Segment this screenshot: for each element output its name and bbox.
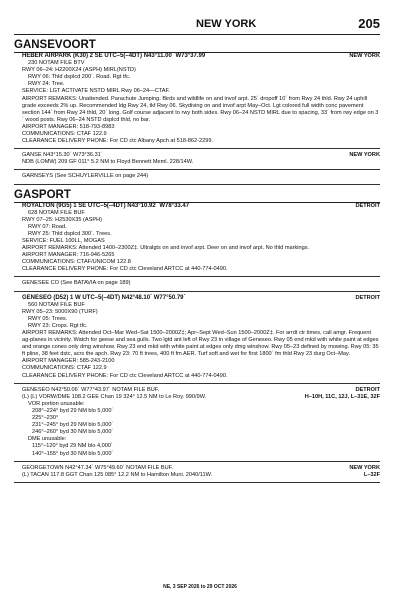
navaid-detail-line: NDB (LOMW) 209 GF 011° 5.2 NM to Floyd Bennett Meml. 228/14W. (22, 159, 194, 166)
restriction-heading: DME unusable: (28, 436, 67, 443)
divider (14, 184, 380, 185)
region-label (349, 465, 380, 479)
restriction-line: 140°–155° byd 30 NM blo 5,000´ (32, 450, 114, 457)
section-title-gansevoort: GANSEVOORT (14, 39, 96, 51)
chart-reference: L–32F (363, 471, 380, 478)
remarks-text: AIRPORT REMARKS: Attended Oct–Mar Wed–Sat 1500–2000Z‡; Apr–Sept Wed–Sun 1500–2000Z‡. For arrdt ctr times, call amgr. Frequent ag-planes in vicinity. Watch for geese and sea gulls. Two lgtd ant left of Rwy 23 in village of Geneseo. Rwy 05 end mkd with white paint at edges and orange cones only dmg winshow. Rwy 23 end mkd with white paint at edges only dmg winshow. Rwy 05–23 defined by mowing. Rwy 05: 35 ft pline, 38 feet dstc, acrs the apch. Rwy 23: 70 ft trees, 400 ft fm AER. Turf soft and wet for first 1800´ fm thld Rwy 23 durg Oct–May. (22, 330, 379, 358)
divider (14, 461, 380, 462)
airport-entry-geneseo (14, 295, 380, 380)
service-line: SERVICE: LGT ACTIVATE NSTD MIRL Rwy 06–24—CTAF. (22, 88, 170, 95)
region-label (305, 387, 380, 401)
navaid-detail-line: (L) (L) VORW/DME 108.2 GEE Chan 19 324° 12.5 NM to Le Roy. 990/9W. (22, 393, 207, 400)
region-label: NEW YORK (349, 152, 380, 159)
navaid-name-line: GANSE N43°15.30´ W73°36.31´ (22, 152, 103, 159)
runway-line: RWY 05–23: 5000X90 (TURF) (22, 308, 98, 315)
region-name: NEW YORK (349, 464, 380, 471)
notam-line: 628 NOTAM FILE BUF (28, 209, 85, 216)
airport-entry-heber (14, 53, 380, 145)
runway-end-line: RWY 25: Thld dsplcd 300´. Trees. (28, 230, 112, 237)
clearance-line: CLEARANCE DELIVERY PHONE: For CD ctc Albany Apch at 518-862-2299. (22, 138, 214, 145)
restriction-line: 115°–120° byd 29 NM blo 4,000´ (32, 443, 113, 450)
restriction-line: 246°–260° byd 30 NM blo 5,000´ (32, 429, 114, 436)
state-title: NEW YORK (196, 18, 257, 30)
region-label: NEW YORK (349, 53, 380, 59)
divider (14, 148, 380, 149)
restriction-line: 225°–230° (32, 415, 59, 422)
chart-reference: H–10H, 11C, 12J, L–31E, 32F (304, 393, 380, 400)
runway-end-line: RWY 23: Crops. Rgt tfc. (28, 322, 88, 329)
cross-reference-genesee-co (14, 280, 380, 287)
clearance-line: CLEARANCE DELIVERY PHONE: For CD ctc Cleveland ARTCC at 440-774-0490. (22, 266, 228, 273)
divider (14, 383, 380, 384)
remarks-text: AIRPORT REMARKS: Attended 1400–2300Z‡. Ultralgts on and invof arpt. Deer on and invof arpt. No thld markings. (22, 245, 310, 252)
manager-line: AIRPORT MANAGER: 518-793-8983 (22, 123, 115, 130)
remarks-text: AIRPORT REMARKS: Unattended. Parachute Jumping. Birds and wildlife on and invof arpt. 25´ dropoff 10´ from Rwy 24 thld. Rwy 24 uphill grade exceeds 2% up. Recommended ldg Rwy 24, tkf Rwy 06. Skydiving on and invof arpt May–Oct. Lgt colored full width conc pavement section 144´ from Rwy 24 thld, 20´ long. Golf course adjacent to rwy both sides. Rwy 06–24 NSTD MIRL due to spacing, 33´ from rwy edge on 3´ wood posts. Rwy 06–24 NSTD dsplcd thld, no bar. (22, 95, 379, 123)
divider (14, 482, 380, 483)
page (14, 14, 380, 486)
navaid-detail-line: (L) TACAN 117.8 GGT Chan 125 085° 12.2 NM to Hamilton Muni. 2040/11W. (22, 471, 213, 478)
region-label: DETROIT (355, 294, 380, 301)
cross-reference-text: GARNSEYS (See SCHUYLERVILLE on page 244) (22, 173, 149, 180)
runway-end-line: RWY 24: Tree. (28, 81, 65, 88)
manager-line: AIRPORT MANAGER: 585-243-2100 (22, 358, 115, 365)
navaid-entry-ganse (14, 152, 380, 166)
airport-name-line: HEBER AIRPARK (K30) 2 SE UTC–5(–4DT) N43°11.00´ W73°37.99´ (22, 53, 208, 59)
airport-name-line: GENESEO (D52) 1 W UTC–5(–4DT) N42°48.10´ W77°50.79´ (22, 294, 186, 301)
cross-reference-text: GENESEE CO (See BATAVIA on page 189) (22, 280, 131, 287)
manager-line: AIRPORT MANAGER: 716-946-5265 (22, 252, 115, 259)
navaid-entry-georgetown (14, 465, 380, 479)
comms-line: COMMUNICATIONS: CTAF/UNICOM 122.8 (22, 259, 131, 266)
comms-line: COMMUNICATIONS: CTAF 122.9 (22, 365, 107, 372)
runway-end-line: RWY 05: Trees. (28, 315, 68, 322)
airport-name-line: ROYALTON (9G5) 1 SE UTC–5(–4DT) N43°10.92´ W78°33.47´ (22, 202, 192, 209)
divider (14, 276, 380, 277)
comms-line: COMMUNICATIONS: CTAF 122.9 (22, 131, 107, 138)
restriction-heading: VOR portion unusable: (28, 400, 85, 407)
navaid-entry-geneseo (14, 387, 380, 458)
runway-line: RWY 07–25: H2530X35 (ASPH) (22, 216, 103, 223)
section-title-gasport: GASPORT (14, 188, 71, 201)
divider (14, 291, 380, 292)
page-footer: NE, 3 SEP 2026 to 29 OCT 2026 (163, 584, 237, 590)
restriction-line: 231°–245° byd 29 NM blo 5,000´ (32, 422, 114, 429)
restriction-line: 208°–224° byd 29 NM blo 5,000´ (32, 407, 114, 414)
region-name: DETROIT (355, 386, 380, 393)
service-line: SERVICE: FUEL 100LL, MOGAS (22, 237, 105, 244)
page-header (14, 14, 380, 35)
navaid-name-line: GENESEO N42°50.06´ W77°43.97´ NOTAM FILE BUF. (22, 386, 160, 393)
notam-line: 560 NOTAM FILE BUF (28, 301, 85, 308)
runway-end-line: RWY 07: Road. (28, 223, 67, 230)
divider (14, 169, 380, 170)
airport-entry-royalton (14, 203, 380, 274)
clearance-line: CLEARANCE DELIVERY PHONE: For CD ctc Cleveland ARTCC at 440-774-0490. (22, 372, 228, 379)
region-label: DETROIT (355, 202, 380, 209)
navaid-name-line: GEORGETOWN N42°47.34´ W75°49.60´ NOTAM FILE BUF. (22, 464, 173, 471)
page-number: 205 (358, 16, 380, 31)
cross-reference-garnseys (14, 173, 380, 180)
notam-line: 230 NOTAM FILE BTV (28, 60, 85, 67)
runway-end-line: RWY 06: Thld dsplcd 200´. Road. Rgt tfc. (28, 74, 131, 81)
runway-line: RWY 06–24: H2200X24 (ASPH) MIRL(NSTD) (22, 67, 136, 74)
